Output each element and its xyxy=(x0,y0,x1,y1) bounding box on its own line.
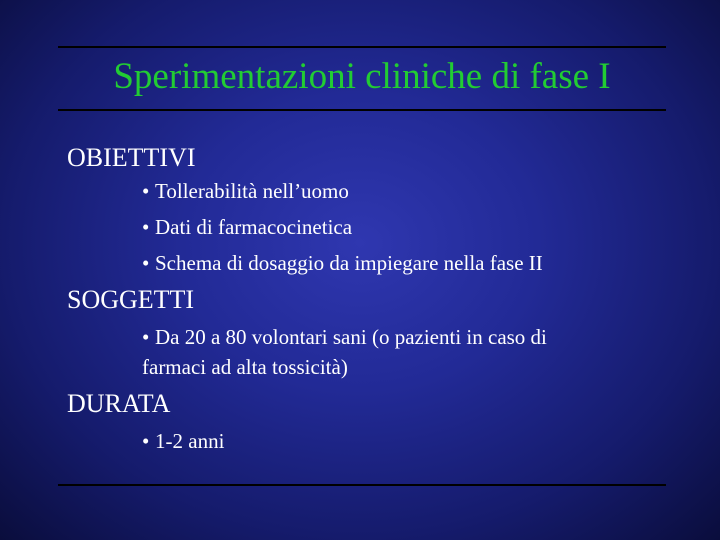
bullet-text: Dati di farmacocinetica xyxy=(155,215,353,239)
bullet-item xyxy=(142,325,547,350)
top-divider xyxy=(58,46,666,48)
bullet-icon: • xyxy=(142,251,150,275)
section-heading-obiettivi: OBIETTIVI xyxy=(67,143,196,172)
section-heading-soggetti: SOGGETTI xyxy=(67,285,195,314)
slide-title: Sperimentazioni cliniche di fase I xyxy=(113,56,611,97)
bullet-text: Schema di dosaggio da impiegare nella fase II xyxy=(155,251,543,275)
bullet-continuation: farmaci ad alta tossicità) xyxy=(142,355,348,379)
bullet-icon: • xyxy=(142,325,150,349)
bullet-text: Da 20 a 80 volontari sani (o pazienti in caso di xyxy=(155,325,547,349)
bullet-text: 1-2 anni xyxy=(155,429,225,453)
bullet-icon: • xyxy=(142,429,150,453)
bullet-item xyxy=(142,429,224,454)
bullet-icon: • xyxy=(142,215,150,239)
bottom-divider xyxy=(58,484,666,486)
section-heading-durata: DURATA xyxy=(67,389,171,418)
bullet-icon: • xyxy=(142,179,150,203)
bullet-item xyxy=(142,179,349,204)
bullet-text: Tollerabilità nell’uomo xyxy=(155,179,349,203)
bullet-item xyxy=(142,215,352,240)
title-divider xyxy=(58,109,666,111)
bullet-item xyxy=(142,251,543,276)
